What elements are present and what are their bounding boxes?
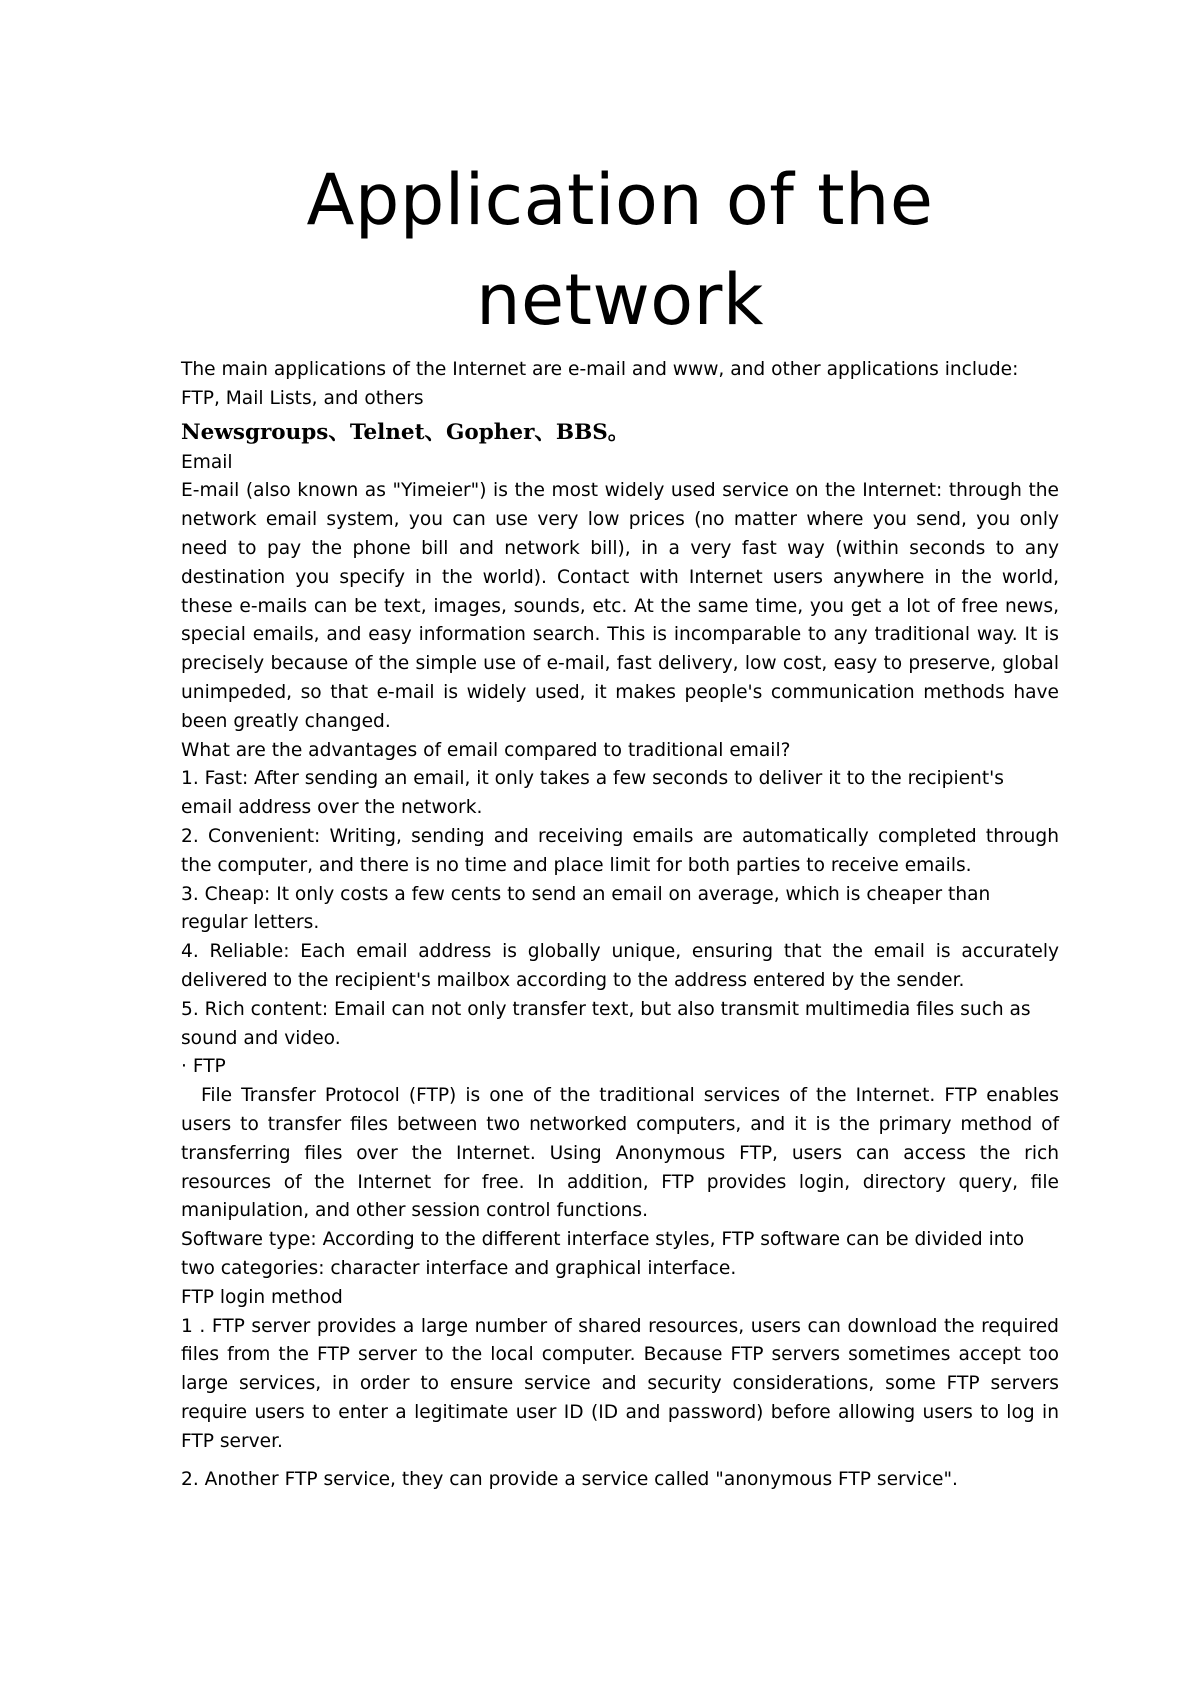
email-heading: Email	[181, 451, 233, 473]
login-item-1: 1 . FTP server provides a large number of shared resources, users can download the required files from the FTP server to the local computer. Because FTP servers sometimes accept too large services, in order to ensure service and security considerations, some FTP servers require users to enter a legitimate user ID (ID and password) before allowing users to log in FTP server.	[181, 1315, 1059, 1452]
advantage-item: 4. Reliable: Each email address is globally unique, ensuring that the email is accurately delivered to the recipient's mailbox according to the address entered by the sender.	[181, 941, 1059, 991]
document-title: Application of the network	[306, 159, 934, 341]
advantage-item: 2. Convenient: Writing, sending and receiving emails are automatically completed through the computer, and there is no time and place limit for both parties to receive emails.	[181, 825, 1059, 876]
advantage-item: 5. Rich content: Email can not only transfer text, but also transmit multimedia files such as sound and video.	[181, 998, 1031, 1049]
software-type-paragraph: Software type: According to the different interface styles, FTP software can be divided into two categories: character interface and graphical interface.	[181, 1229, 1025, 1279]
intro-paragraph: The main applications of the Internet are e-mail and www, and other applications include: FTP, Mail Lists, and others	[181, 359, 1019, 409]
advantage-item: 1. Fast: After sending an email, it only takes a few seconds to deliver it to the recipient's email address over the network.	[181, 768, 1004, 819]
email-paragraph: E-mail (also known as "Yimeier") is the most widely used service on the Internet: through the network email system, you can use very low prices (no matter where you send, you only need to pay the phone bill and network bill), in a very fast way (within seconds to any destination you specify in the world). Contact with Internet users anywhere in the world, these e-mails can be text, images, sounds, etc. At the same time, you get a lot of free news, special emails, and easy information search. This is incomparable to any traditional way. It is precisely because of the simple use of e-mail, fast delivery, low cost, easy to preserve, global unimpeded, so that e-mail is widely used, it makes people's communication methods have been greatly changed.	[181, 480, 1059, 732]
document-page	[181, 150, 1059, 1495]
login-heading: FTP login method	[181, 1286, 343, 1308]
ftp-heading: · FTP	[181, 1056, 226, 1078]
advantages-question: What are the advantages of email compared to traditional email?	[181, 739, 791, 761]
login-item-2: 2. Another FTP service, they can provide a service called "anonymous FTP service".	[181, 1469, 958, 1491]
subheading: Newsgroups、Telnet、Gopher、BBS。	[181, 419, 630, 445]
advantage-item: 3. Cheap: It only costs a few cents to send an email on average, which is cheaper than regular letters.	[181, 883, 991, 934]
ftp-paragraph: File Transfer Protocol (FTP) is one of the traditional services of the Internet. FTP enables users to transfer files between two networked computers, and it is the primary method of transferring files over the Internet. Using Anonymous FTP, users can access the rich resources of the Internet for free. In addition, FTP provides login, directory query, file manipulation, and other session control functions.	[181, 1085, 1059, 1222]
